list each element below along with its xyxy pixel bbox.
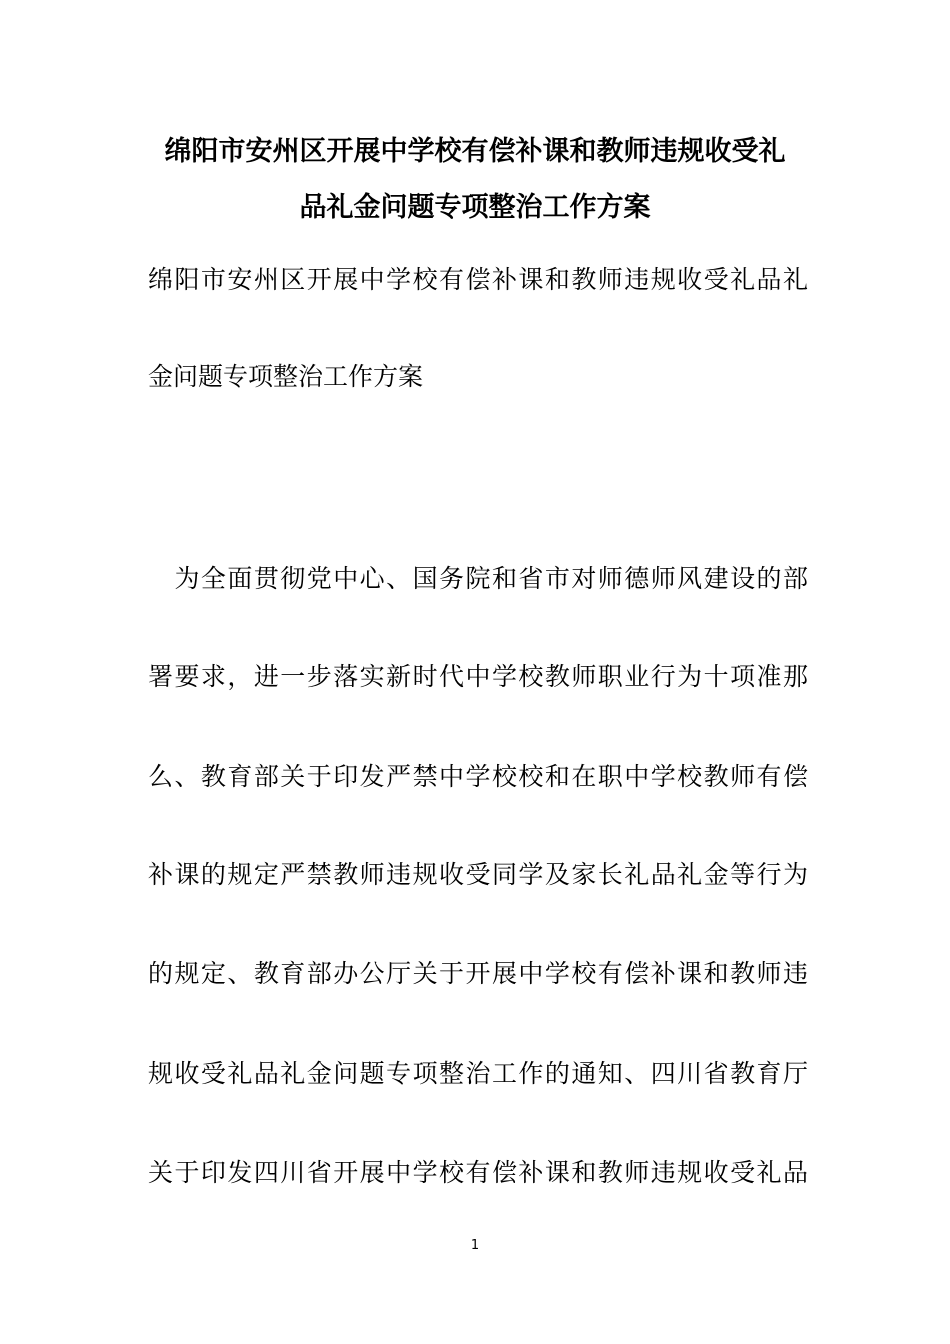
body-line-3: 么、教育部关于印发严禁中学校校和在职中学校教师有偿 [148,762,808,791]
page-number: 1 [470,1238,480,1253]
body-line-1: 为全面贯彻党中心、国务院和省市对师德师风建设的部 [148,564,808,593]
subtitle-line-2: 金问题专项整治工作方案 [148,362,424,391]
document-title-line-1: 绵阳市安州区开展中学校有偿补课和教师违规收受礼 [164,136,786,167]
document-title-line-2: 品礼金问题专项整治工作方案 [299,192,651,223]
body-line-2: 署要求，进一步落实新时代中学校教师职业行为十项准那 [148,662,808,691]
body-line-5: 的规定、教育部办公厅关于开展中学校有偿补课和教师违 [148,959,808,988]
subtitle-line-1: 绵阳市安州区开展中学校有偿补课和教师违规收受礼品礼 [148,265,808,294]
body-line-4: 补课的规定严禁教师违规收受同学及家长礼品礼金等行为 [148,860,808,889]
body-line-6: 规收受礼品礼金问题专项整治工作的通知、四川省教育厅 [148,1059,808,1088]
body-line-7: 关于印发四川省开展中学校有偿补课和教师违规收受礼品 [148,1158,808,1187]
